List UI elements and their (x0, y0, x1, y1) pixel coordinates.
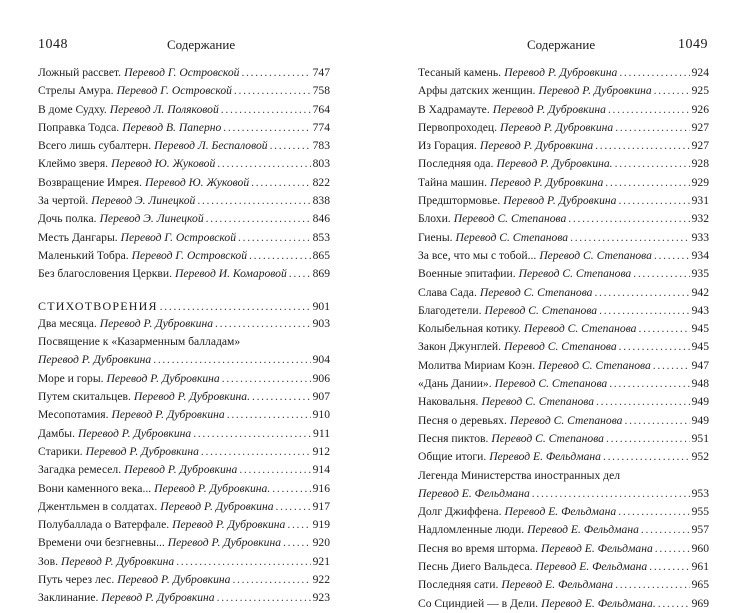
page-ref: 945 (691, 322, 709, 336)
dot-leader (197, 192, 310, 210)
entry-title: Гиены. (418, 230, 453, 244)
entry-title: Море и горы. (38, 371, 104, 385)
page-ref: 935 (691, 267, 709, 281)
toc-entry (38, 589, 330, 607)
entry-translator: Перевод Р. Дубровкина (101, 591, 215, 605)
toc-entry (418, 174, 709, 192)
dot-leader (568, 210, 689, 228)
page-ref: 951 (691, 431, 709, 445)
entry-translator: Перевод Е. Фельдмана (418, 486, 530, 500)
entry-title: Маленький Тобра. (38, 248, 129, 262)
toc-entry (38, 247, 330, 265)
dot-leader (532, 485, 690, 503)
dot-leader (287, 516, 310, 534)
dot-leader (618, 192, 689, 210)
toc-entry (418, 393, 709, 411)
toc-entry (38, 370, 330, 388)
page-ref: 949 (691, 395, 709, 409)
dot-leader (615, 576, 690, 594)
page-number: 1049 (678, 37, 708, 52)
entry-title: Месопотамия. (38, 408, 109, 422)
toc-entry (38, 210, 330, 228)
toc-entry (38, 155, 330, 173)
toc-list (38, 64, 330, 608)
entry-translator: Перевод Р. Дубровкина (60, 554, 175, 568)
entry-title: Полубаллада о Ватерфале. (38, 518, 170, 532)
dot-leader (599, 302, 690, 320)
page-ref: 931 (691, 194, 709, 208)
page-ref: 949 (691, 413, 709, 427)
entry-title: Со Сциндией — в Дели. (418, 596, 539, 610)
toc-entry (418, 485, 709, 503)
entry-title: В доме Судху. (38, 102, 107, 116)
entry-translator: Перевод Р. Дубровкина (160, 499, 274, 513)
page-ref: 906 (312, 371, 330, 385)
toc-entry (418, 375, 709, 393)
dot-leader (603, 448, 690, 466)
page-ref: 914 (312, 463, 330, 477)
toc-entry (418, 302, 709, 320)
entry-translator: Перевод Е. Фельдмана. (541, 596, 656, 610)
dot-leader (223, 119, 310, 137)
page-ref: 952 (691, 450, 709, 464)
entry-title: Долг Джиффена. (418, 505, 502, 519)
dot-leader (654, 82, 690, 100)
entry-title: Из Горация. (418, 139, 477, 153)
dot-leader (608, 101, 690, 119)
entry-translator: Перевод Е. Фельдмана (535, 560, 648, 574)
dot-leader (595, 137, 689, 155)
entry-title: «Дань Дании». (418, 377, 492, 391)
entry-translator: Перевод Р. Дубровкина (106, 371, 220, 385)
dot-leader (270, 137, 311, 155)
dot-leader (619, 338, 690, 356)
page-ref: 764 (312, 102, 330, 116)
toc-entry (418, 284, 709, 302)
entry-title: Два месяца. (38, 316, 97, 330)
entry-translator: Перевод С. Степанова (479, 285, 593, 299)
entry-translator: Перевод Р. Дубровкина (85, 444, 199, 458)
entry-title: Общие итоги. (418, 450, 487, 464)
page-ref: 960 (691, 541, 709, 555)
entry-title: Путем скитальцев. (38, 390, 131, 404)
entry-translator: Перевод И. Комаровой (174, 267, 287, 281)
page-ref: 948 (691, 377, 709, 391)
toc-section-heading (38, 297, 330, 315)
page-ref: 901 (312, 299, 330, 313)
entry-title: Тайна машин. (418, 175, 488, 189)
page-ref: 933 (691, 230, 709, 244)
page-ref: 911 (313, 426, 330, 440)
entry-translator: Перевод Г. Островской (120, 230, 236, 244)
toc-group (38, 64, 330, 284)
dot-leader (217, 155, 310, 173)
page-ref: 926 (691, 102, 709, 116)
dot-leader (618, 503, 689, 521)
page-ref: 945 (691, 340, 709, 354)
entry-translator: Перевод С. Степанова (523, 322, 637, 336)
page-ref: 910 (312, 408, 330, 422)
page-ref: 947 (691, 358, 709, 372)
toc-entry (418, 338, 709, 356)
toc-entry (418, 192, 709, 210)
entry-translator: Перевод С. Степанова (539, 248, 652, 262)
dot-leader (655, 540, 690, 558)
toc-entry (38, 571, 330, 589)
toc-entry-line (38, 333, 330, 351)
page-ref: 928 (691, 157, 709, 171)
toc-entry (38, 443, 330, 461)
left-page (0, 0, 375, 605)
page-ref: 965 (691, 578, 709, 592)
page-ref: 912 (312, 444, 330, 458)
page-ref: 961 (691, 560, 709, 574)
page-ref: 747 (312, 66, 330, 79)
toc-entry (38, 461, 330, 479)
page-ref: 929 (691, 175, 709, 189)
entry-title: Джентльмен в солдатах. (38, 499, 158, 513)
toc-entry (418, 448, 709, 466)
toc-entry (418, 540, 709, 558)
dot-leader (160, 298, 311, 316)
toc-entry (418, 595, 709, 613)
entry-translator: Перевод Р. Дубровкина (492, 102, 606, 116)
page-ref: 922 (312, 573, 330, 587)
entry-title: Наковальня. (418, 395, 479, 409)
entry-translator: Перевод Р. Дубровкина (503, 194, 617, 208)
page-ref: 925 (691, 84, 709, 98)
toc-entry (38, 119, 330, 137)
entry-title: Всего лишь субалтерн. (38, 139, 152, 153)
dot-leader (249, 247, 311, 265)
dot-leader (232, 571, 310, 589)
page-ref: 853 (312, 230, 330, 244)
entry-title: Надломленные люди. (418, 523, 525, 537)
entry-translator: Перевод С. Степанова (491, 431, 604, 445)
page-ref: 846 (312, 212, 330, 226)
dot-leader (641, 521, 690, 539)
toc-entry-line (418, 467, 709, 485)
entry-title: Предштормовье. (418, 194, 501, 208)
dot-leader (615, 155, 690, 173)
dot-leader (653, 357, 690, 375)
entry-title: Клеймо зверя. (38, 157, 109, 171)
entry-translator: Перевод Р. Дубровкина. (133, 390, 250, 404)
page-ref: 904 (312, 353, 330, 367)
entry-title: Последняя сати. (418, 578, 499, 592)
dot-leader (234, 82, 311, 100)
toc-entry (38, 137, 330, 155)
entry-title: Песня пиктов. (418, 431, 489, 445)
entry-title: Тесаный камень. (418, 66, 502, 79)
entry-translator: Перевод Р. Дубровкина (490, 175, 604, 189)
entry-translator: Перевод Р. Дубровкина (117, 573, 231, 587)
toc-entry (38, 315, 330, 333)
page-ref: 903 (312, 316, 330, 330)
dot-leader (594, 284, 689, 302)
entry-title: Загадка ремесел. (38, 463, 122, 477)
toc-group (418, 503, 709, 613)
toc-entry (418, 320, 709, 338)
dot-leader (251, 174, 310, 192)
entry-title: Легенда Министерства иностранных дел (418, 468, 620, 482)
entry-title: Возвращение Имрея. (38, 175, 142, 189)
dot-leader (654, 247, 690, 265)
dot-leader (605, 174, 689, 192)
dot-leader (193, 425, 311, 443)
section-title: СТИХОТВОРЕНИЯ (38, 298, 158, 313)
entry-translator: Перевод Г. Островской (116, 84, 232, 98)
entry-title: Дамбы. (38, 426, 75, 440)
entry-translator: Перевод С. Степанова (538, 358, 651, 372)
dot-leader (606, 430, 690, 448)
toc-entry (38, 553, 330, 571)
page-ref: 943 (691, 303, 709, 317)
page-ref: 953 (691, 486, 709, 500)
dot-leader (206, 210, 311, 228)
entry-translator: Перевод С. Степанова (504, 340, 617, 354)
entry-title: Путь через лес. (38, 573, 115, 587)
toc-group (38, 315, 330, 333)
entry-translator: Перевод Ю. Жуковой (111, 157, 216, 171)
dot-leader (176, 553, 310, 571)
entry-translator: Перевод Л. Поляковой (109, 102, 219, 116)
dot-leader (153, 351, 310, 369)
toc-entry (38, 82, 330, 100)
entry-title: Поправка Тодса. (38, 120, 120, 134)
page-ref: 783 (312, 139, 330, 153)
entry-title: За чертой. (38, 194, 89, 208)
page-ref: 838 (312, 194, 330, 208)
entry-title: Стрелы Амура. (38, 84, 114, 98)
toc-entry (38, 480, 330, 498)
dot-leader (215, 315, 311, 333)
page-ref: 917 (312, 499, 330, 513)
toc-entry (38, 229, 330, 247)
toc-entry (418, 412, 709, 430)
running-title: Содержание (527, 37, 596, 52)
page-number: 1048 (38, 37, 68, 52)
toc-entry (418, 247, 709, 265)
toc-entry (38, 265, 330, 283)
dot-leader (283, 534, 311, 552)
entry-title: Молитва Мириам Коэн. (418, 358, 536, 372)
dot-leader (570, 229, 690, 247)
page-ref: 923 (312, 591, 330, 605)
toc-entry (38, 101, 330, 119)
toc-entry (38, 192, 330, 210)
entry-translator: Перевод Г. Островской (124, 66, 240, 79)
entry-translator: Перевод Р. Дубровкина. (496, 157, 613, 171)
dot-leader (633, 265, 689, 283)
page-ref: 957 (691, 523, 709, 537)
entry-translator: Перевод В. Паперно (122, 120, 222, 134)
entry-translator: Перевод С. Степанова (494, 377, 608, 391)
entry-title: Зов. (38, 554, 58, 568)
toc-entry (38, 534, 330, 552)
entry-title: Колыбельная котику. (418, 322, 521, 336)
entry-translator: Перевод Ю. Жуковой (144, 175, 250, 189)
entry-translator: Перевод Е. Фельдмана (489, 450, 601, 464)
dot-leader (609, 375, 689, 393)
dot-leader (638, 320, 689, 338)
entry-translator: Перевод Р. Дубровкина (124, 463, 238, 477)
entry-title: Песня о деревьях. (418, 413, 507, 427)
page-ref: 774 (312, 120, 330, 134)
entry-translator: Перевод Е. Фельдмана (527, 523, 639, 537)
page-ref: 942 (691, 285, 709, 299)
dot-leader (239, 461, 310, 479)
entry-title: Блохи. (418, 212, 451, 226)
entry-translator: Перевод С. Степанова (484, 303, 598, 317)
entry-translator: Перевод С. Степанова (518, 267, 632, 281)
entry-translator: Перевод Р. Дубровкина (38, 353, 152, 367)
toc-entry (418, 229, 709, 247)
dot-leader (624, 412, 689, 430)
entry-title: Благодетели. (418, 303, 482, 317)
page-ref: 924 (691, 66, 709, 79)
toc-entry (38, 406, 330, 424)
toc-entry (38, 425, 330, 443)
toc-entry (38, 174, 330, 192)
entry-translator: Перевод Р. Дубровкина (504, 66, 618, 79)
dot-leader (217, 589, 311, 607)
page-ref: 919 (312, 518, 330, 532)
right-page (375, 0, 750, 610)
toc-group (38, 370, 330, 608)
running-title: Содержание (167, 37, 236, 52)
entry-translator: Перевод Р. Дубровкина (172, 518, 286, 532)
toc-group (418, 64, 709, 467)
dot-leader (615, 119, 689, 137)
toc-entry (418, 155, 709, 173)
toc-list (418, 64, 709, 613)
entry-translator: Перевод Р. Дубровкина (538, 84, 652, 98)
entry-title: Слава Сада. (418, 285, 477, 299)
toc-entry (418, 119, 709, 137)
entry-translator: Перевод Р. Дубровкина (479, 139, 594, 153)
entry-translator: Перевод Г. Островской (131, 248, 248, 262)
page-ref: 920 (312, 536, 330, 550)
entry-translator: Перевод Р. Дубровкина (499, 120, 614, 134)
toc-entry (418, 521, 709, 539)
page-ref: 969 (691, 596, 709, 610)
entry-title: Вони каменного века... (38, 481, 152, 495)
entry-title: Времени очи безгневны... (38, 536, 165, 550)
entry-translator: Перевод С. Степанова (481, 395, 595, 409)
entry-title: Закон Джунглей. (418, 340, 502, 354)
toc-entry (418, 576, 709, 594)
entry-title: Первопроходец. (418, 120, 497, 134)
page-ref: 927 (691, 120, 709, 134)
toc-entry (418, 210, 709, 228)
entry-translator: Перевод Р. Дубровкина (99, 316, 213, 330)
page-ref: 758 (312, 84, 330, 98)
entry-title: Военные эпитафии. (418, 267, 516, 281)
entry-title: Месть Дангары. (38, 230, 118, 244)
dot-leader (619, 64, 689, 82)
page-ref: 865 (312, 248, 330, 262)
entry-title: За все, что мы с тобой... (418, 248, 537, 262)
toc-entry (418, 64, 709, 82)
dot-leader (222, 370, 311, 388)
dot-leader (241, 64, 310, 82)
entry-translator: Перевод Е. Фельдмана (504, 505, 617, 519)
dot-leader (289, 265, 311, 283)
toc-entry (418, 430, 709, 448)
entry-translator: Перевод С. Степанова (455, 230, 569, 244)
page-ref: 869 (312, 267, 330, 281)
page-ref: 927 (691, 139, 709, 153)
entry-translator: Перевод Л. Беспаловой (154, 139, 268, 153)
page-ref: 822 (312, 175, 330, 189)
toc-entry (38, 64, 330, 82)
entry-title: В Хадрамауте. (418, 102, 490, 116)
entry-translator: Перевод Е. Фельдмана (501, 578, 614, 592)
dot-leader (221, 101, 311, 119)
dot-leader (276, 498, 311, 516)
page-ref: 907 (312, 390, 330, 404)
dot-leader (238, 229, 311, 247)
entry-title: Ложный рассвет. (38, 66, 122, 79)
entry-title: Посвящение к «Казарменным балладам» (38, 335, 241, 349)
dot-leader (658, 595, 690, 613)
entry-translator: Перевод Р. Дубровкина (167, 536, 281, 550)
page-ref: 955 (691, 505, 709, 519)
toc-entry (38, 351, 330, 369)
toc-entry (418, 357, 709, 375)
page-ref: 803 (312, 157, 330, 171)
entry-title: Дочь полка. (38, 212, 97, 226)
dot-leader (596, 393, 690, 411)
page-ref: 916 (312, 481, 330, 495)
entry-title: Без благословения Церкви. (38, 267, 172, 281)
entry-translator: Перевод Э. Линецкой (91, 194, 196, 208)
entry-translator: Перевод Е. Фельдмана (541, 541, 653, 555)
dot-leader (272, 480, 310, 498)
entry-translator: Перевод Р. Дубровкина (111, 408, 225, 422)
toc-entry (418, 137, 709, 155)
toc-entry (38, 498, 330, 516)
toc-entry (38, 388, 330, 406)
dot-leader (227, 406, 311, 424)
entry-translator: Перевод Р. Дубровкина (77, 426, 192, 440)
entry-translator: Перевод Э. Линецкой (99, 212, 204, 226)
entry-title: Песнь Диего Вальдеса. (418, 560, 533, 574)
page-ref: 934 (691, 248, 709, 262)
entry-title: Старики. (38, 444, 83, 458)
toc-entry (418, 503, 709, 521)
dot-leader (649, 558, 689, 576)
page-ref: 921 (312, 554, 330, 568)
entry-translator: Перевод С. Степанова (509, 413, 623, 427)
entry-translator: Перевод С. Степанова (453, 212, 567, 226)
page-ref: 932 (691, 212, 709, 226)
entry-title: Арфы датских женщин. (418, 84, 536, 98)
entry-title: Песня во время шторма. (418, 541, 539, 555)
entry-title: Заклинание. (38, 591, 99, 605)
toc-entry (418, 265, 709, 283)
toc-entry (38, 516, 330, 534)
toc-entry (418, 101, 709, 119)
entry-title: Последняя ода. (418, 157, 494, 171)
toc-entry (418, 558, 709, 576)
dot-leader (252, 388, 311, 406)
entry-translator: Перевод Р. Дубровкина. (154, 481, 271, 495)
dot-leader (201, 443, 311, 461)
toc-entry (418, 82, 709, 100)
